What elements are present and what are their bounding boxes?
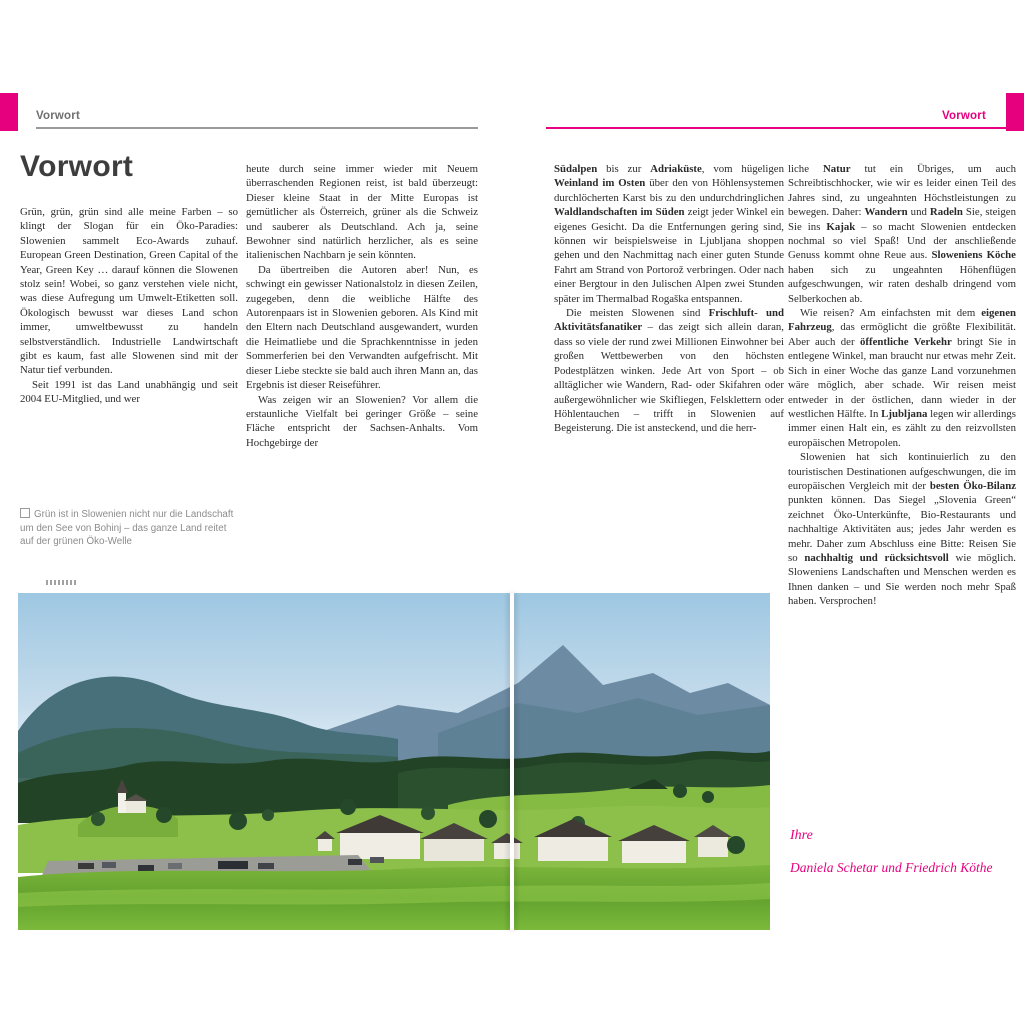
chapter-tab-right xyxy=(1006,93,1024,131)
paragraph: Wie reisen? Am einfachsten mit dem eigenen Fahrzeug, das ermöglicht die größte Flexibilität. Aber auch der öffentliche Verkehr bringt Sie in entlegene Winkel, man braucht nur etwas mehr Zeit. Sich in einer Woche das ganze Land vorzunehmen wäre möglich, aber schade. Wir reisen meist entweder in der östlichen, dann wieder in der westlichen Hälfte. In Ljubljana legen wir allerdings immer einen Halt ein, es zählt zu den reizvollsten europäischen Metropolen. xyxy=(788,307,1016,449)
book-gutter xyxy=(510,593,514,930)
landscape-photo-art xyxy=(18,593,770,930)
paragraph: Slowenien hat sich kontinuierlich zu den touristischen Destinationen aufgeschwungen, die im europäischen Vergleich mit der besten Öko-Bilanz punkten können. Das Siegel „Slovenia Green“ zeichnet Öko-Unterkünfte, Bio-Restaurants und nachhaltige Aktivitäten aus; jedes Jahr werden es mehr. Daher zum Abschluss eine Bitte: Reisen Sie so nachhaltig und rücksichtsvoll wie möglich. Sloweniens Landschaften und Menschen werden es Ihnen danken – und Sie werden noch mehr Spaß haben. Versprochen! xyxy=(788,451,1016,608)
paragraph: Grün, grün, grün sind alle meine Farben – so klingt der Slogan für ein Öko-Paradies: Slowenien sammelt Eco-Awards zuhauf. European Green Destination, Green Capital of the Year, Green Key … darauf können die Slowenen stolz sein! Wobei, so ganz verstehen viele nicht, was diese Aufregung um Umwelt-Etiketten soll. Ökologisch bewusst war dieses Land schon immer, umweltbewusst zu handeln selbstverständlich. Industrielle Landwirtschaft gibt es kaum, fast alle Slowenen sind mit der Natur tief verbunden. xyxy=(20,206,238,377)
paragraph: Die meisten Slowenen sind Frischluft- und Aktivitätsfanatiker – das zeigt sich allein daran, dass so viele der rund zwei Millionen Einwohner bei großen Wettbewerben von den höchsten Podestplätzen winken. Jede Art von Sport – ob alltäglicher wie Wandern, Rad- oder Skifahren oder außergewöhnlicher wie Skifliegen, Felsklettern oder Höhlentauchen – trifft in Slowenien auf Begeisterung. Die ist ansteckend, und die herr- xyxy=(554,307,784,435)
signature-salutation: Ihre xyxy=(790,828,813,843)
running-head-left: Vorwort xyxy=(36,110,80,122)
page-title: Vorwort xyxy=(20,150,134,183)
running-head-right: Vorwort xyxy=(942,110,986,122)
left-page-column-2 xyxy=(246,162,478,450)
left-page-column-1 xyxy=(20,205,238,407)
paragraph: liche Natur tut ein Übriges, um auch Schreibtischhocker, wie wir es leider einen Teil des Jahres sind, zu ungeahnten Höchstleistungen zu bewegen. Daher: Wandern und Radeln Sie, steigen Sie ins Kajak – so macht Slowenien entdecken nochmal so viel Spaß! Und der anschließende Genuss kommt ohne Reue aus. Sloweniens Köche haben sich zu ungeahnten Höhenflügen aufgeschwungen, wir raten deshalb dringend vom Selberkochen ab. xyxy=(788,163,1016,305)
signature-authors: Daniela Schetar und Friedrich Köthe xyxy=(790,860,993,875)
header-rule-left xyxy=(36,127,478,129)
paragraph: heute durch seine immer wieder mit Neuem überraschenden Regionen reist, ist bald überzeugt: Dieser kleine Staat in der Mitte Europas ist gemütlicher als Österreich, grüner als die Schweiz und sauberer als Deutschland. Ach ja, seine Bewohner sind natürlich herzlicher, als es seine italienischen Nachbarn je sein könnten. xyxy=(246,163,478,262)
photo-caption-icon xyxy=(20,508,30,518)
photo-caption-text: Grün ist in Slowenien nicht nur die Landschaft um den See von Bohinj – das ganze Land reitet auf der grünen Öko-Welle xyxy=(20,509,234,547)
photo-caption xyxy=(20,508,240,549)
photo-credit-marks xyxy=(46,580,76,585)
paragraph: Südalpen bis zur Adriaküste, vom hügeligen Weinland im Osten über den von Höhlensystemen durchlöcherten Karst bis zu den undurchdringlichen Waldlandschaften im Süden zeigt jeder Winkel ein eigenes Gesicht. Da die Entfernungen gering sind, können wir beispielsweise in Ljubljana shoppen gehen und den Nachmittag nach einer guten Stunde Fahrt am Strand von Portorož verbringen. Oder nach einer Bergtour in den Julischen Alpen zwei Stunden später im Thermalbad Rogaška entspannen. xyxy=(554,163,784,305)
right-page-column-1 xyxy=(554,162,784,436)
paragraph: Was zeigen wir an Slowenien? Vor allem die erstaunliche Vielfalt bei geringer Größe – seine Fläche entspricht der Sachsen-Anhalts. Vom Hochgebirge der xyxy=(246,393,478,449)
header-rule-right xyxy=(546,127,1006,129)
right-page-column-2 xyxy=(788,162,1016,609)
paragraph: Seit 1991 ist das Land unabhängig und seit 2004 EU-Mitglied, und wer xyxy=(20,378,238,406)
paragraph: Da übertreiben die Autoren aber! Nun, es schwingt ein gewisser Nationalstolz in diesen Zeilen, zugegeben, denn die weibliche Hälfte des Autorenpaars ist in Slowenien geboren. Als Kind mit den Eltern nach Deutschland ausgewandert, wurden die Heimatliebe und die Sprachkenntnisse in jeden Sommerferien bei den Verwandten aufgefrischt. Mit dieser Liebe steckte sie bald auch ihren Mann an, das Ergebnis ist dieser Reiseführer. xyxy=(246,263,478,392)
chapter-tab-left xyxy=(0,93,18,131)
landscape-photo xyxy=(18,593,770,930)
